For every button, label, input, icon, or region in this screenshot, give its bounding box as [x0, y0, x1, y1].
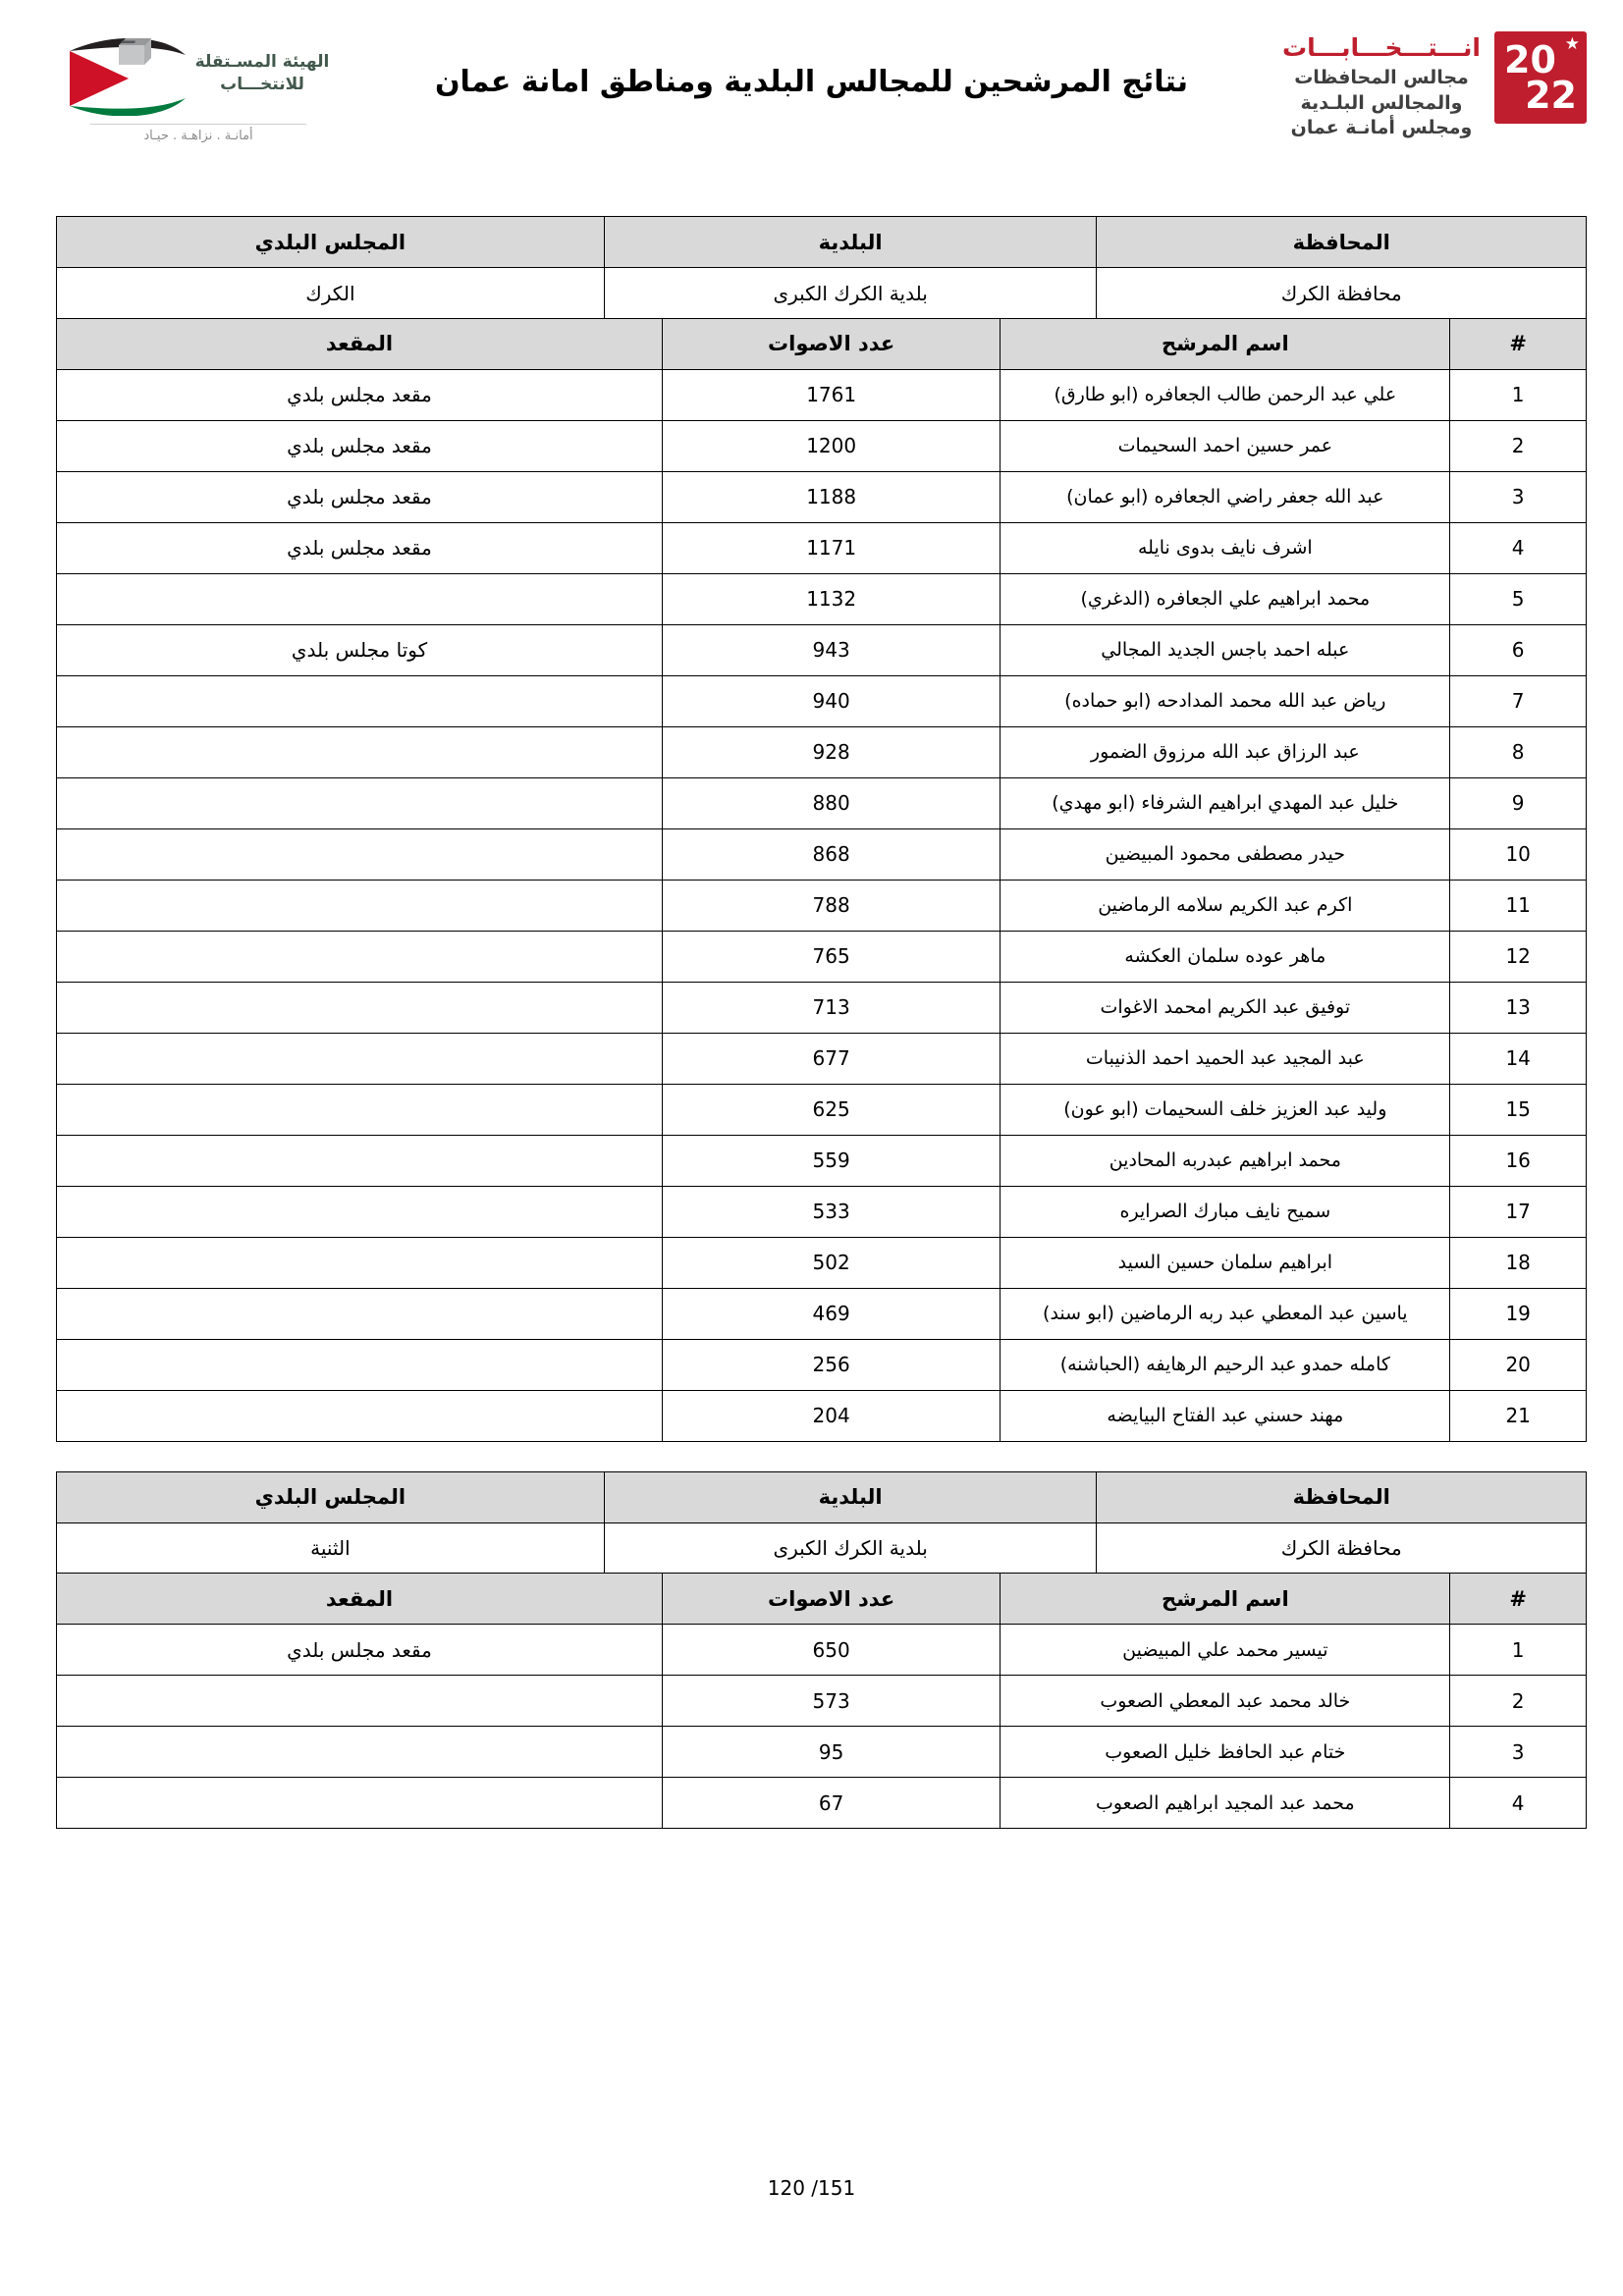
candidate-votes: 788	[662, 880, 1000, 931]
candidate-votes: 625	[662, 1084, 1000, 1135]
candidate-votes: 940	[662, 675, 1000, 726]
candidate-row	[57, 1186, 1587, 1237]
candidate-name: خالد محمد عبد المعطي الصعوب	[1001, 1676, 1450, 1727]
election-brand	[1282, 31, 1587, 141]
candidate-seat: كوتا مجلس بلدي	[57, 624, 663, 675]
candidate-row	[57, 573, 1587, 624]
candidate-rank: 4	[1450, 522, 1587, 573]
candidate-rank: 7	[1450, 675, 1587, 726]
results-table	[56, 1573, 1587, 1829]
votes-col-header: عدد الاصوات	[662, 318, 1000, 369]
candidate-seat	[57, 828, 663, 880]
candidate-row	[57, 982, 1587, 1033]
candidate-name: كامله حمدو عبد الرحيم الرهايفه (الحباشنه)	[1001, 1339, 1450, 1390]
candidate-row	[57, 726, 1587, 777]
tables-host	[56, 216, 1587, 1829]
candidate-rank: 5	[1450, 573, 1587, 624]
governorate-value: محافظة الكرك	[1097, 268, 1587, 319]
candidate-votes: 650	[662, 1625, 1000, 1676]
candidate-seat	[57, 777, 663, 828]
candidate-name: عبد الرزاق عبد الله مرزوق الضمور	[1001, 726, 1450, 777]
candidate-rank: 21	[1450, 1390, 1587, 1441]
candidate-row	[57, 1033, 1587, 1084]
candidate-row	[57, 880, 1587, 931]
meta-value-row	[57, 1522, 1587, 1574]
candidate-row	[57, 420, 1587, 471]
candidate-row	[57, 522, 1587, 573]
candidate-rank: 8	[1450, 726, 1587, 777]
candidate-row	[57, 624, 1587, 675]
candidate-row	[57, 675, 1587, 726]
candidate-name: محمد ابراهيم علي الجعافره (الدغري)	[1001, 573, 1450, 624]
candidate-rank: 4	[1450, 1778, 1587, 1829]
candidate-seat	[57, 1339, 663, 1390]
candidate-seat	[57, 1778, 663, 1829]
candidate-row	[57, 1390, 1587, 1441]
candidate-row	[57, 471, 1587, 522]
municipality-value: بلدية الكرك الكبرى	[604, 1522, 1097, 1574]
candidate-votes: 1188	[662, 471, 1000, 522]
page-number: 120 /151	[767, 2176, 856, 2200]
candidate-seat	[57, 1186, 663, 1237]
results-body	[57, 1625, 1587, 1829]
candidate-seat	[57, 880, 663, 931]
candidate-row	[57, 1084, 1587, 1135]
council-header: المجلس البلدي	[57, 217, 605, 268]
candidate-name: عبد المجيد عبد الحميد احمد الذنيبات	[1001, 1033, 1450, 1084]
candidate-rank: 14	[1450, 1033, 1587, 1084]
candidate-row	[57, 777, 1587, 828]
candidate-seat	[57, 1676, 663, 1727]
columns-header-row	[57, 318, 1587, 369]
brand-line-3: ومجلس أمانـة عمان	[1290, 117, 1473, 139]
candidate-votes: 1200	[662, 420, 1000, 471]
seat-col-header: المقعد	[57, 318, 663, 369]
candidate-row	[57, 1135, 1587, 1186]
candidate-seat: مقعد مجلس بلدي	[57, 471, 663, 522]
candidate-name: وليد عبد العزيز خلف السحيمات (ابو عون)	[1001, 1084, 1450, 1135]
candidate-votes: 928	[662, 726, 1000, 777]
candidate-name: سميح نايف مبارك الصرايره	[1001, 1186, 1450, 1237]
candidate-rank: 15	[1450, 1084, 1587, 1135]
candidate-rank: 17	[1450, 1186, 1587, 1237]
council-value: الثنية	[57, 1522, 605, 1574]
page-title: نتائج المرشحين للمجالس البلدية ومناطق امانة عمان	[434, 65, 1189, 99]
candidate-votes: 943	[662, 624, 1000, 675]
candidate-votes: 868	[662, 828, 1000, 880]
candidate-votes: 469	[662, 1288, 1000, 1339]
elections-word: انـــتـــخـــابـــات	[1281, 33, 1481, 62]
candidate-seat: مقعد مجلس بلدي	[57, 1625, 663, 1676]
candidate-name: عمر حسين احمد السحيمات	[1001, 420, 1450, 471]
candidate-seat	[57, 1084, 663, 1135]
meta-value-row	[57, 268, 1587, 319]
candidate-votes: 67	[662, 1778, 1000, 1829]
candidate-name: محمد ابراهيم عبدربه المحادين	[1001, 1135, 1450, 1186]
candidate-rank: 2	[1450, 420, 1587, 471]
candidate-votes: 533	[662, 1186, 1000, 1237]
candidate-votes: 1171	[662, 522, 1000, 573]
candidate-rank: 9	[1450, 777, 1587, 828]
candidate-votes: 1132	[662, 573, 1000, 624]
candidate-name: توفيق عبد الكريم امحمد الاغوات	[1001, 982, 1450, 1033]
results-table	[56, 318, 1587, 1442]
candidate-seat	[57, 1135, 663, 1186]
candidate-name: عبله احمد باجس الجديد المجالي	[1001, 624, 1450, 675]
candidate-seat	[57, 675, 663, 726]
num-col-header: #	[1450, 1574, 1587, 1625]
candidate-seat: مقعد مجلس بلدي	[57, 522, 663, 573]
candidate-votes: 559	[662, 1135, 1000, 1186]
council-value: الكرك	[57, 268, 605, 319]
iec-org-line-2: للانتخـــاب	[220, 75, 304, 94]
candidate-seat: مقعد مجلس بلدي	[57, 420, 663, 471]
municipality-header: البلدية	[604, 217, 1097, 268]
municipality-header: البلدية	[604, 1471, 1097, 1522]
candidate-seat	[57, 1237, 663, 1288]
candidate-row	[57, 1727, 1587, 1778]
candidate-votes: 502	[662, 1237, 1000, 1288]
candidate-votes: 765	[662, 931, 1000, 982]
year-bottom: 22	[1525, 74, 1577, 117]
iec-logo	[56, 31, 341, 143]
candidate-seat	[57, 931, 663, 982]
candidate-seat	[57, 1033, 663, 1084]
candidate-name: علي عبد الرحمن طالب الجعافره (ابو طارق)	[1001, 369, 1450, 420]
brand-line-1: مجالس المحافظات	[1294, 67, 1469, 88]
columns-header-row	[57, 1574, 1587, 1625]
candidate-rank: 20	[1450, 1339, 1587, 1390]
council-header: المجلس البلدي	[57, 1471, 605, 1522]
iec-org-name	[195, 51, 330, 96]
candidate-votes: 677	[662, 1033, 1000, 1084]
candidate-row	[57, 1339, 1587, 1390]
meta-table	[56, 1471, 1587, 1575]
governorate-header: المحافظة	[1097, 1471, 1587, 1522]
candidate-name: ابراهيم سلمان حسين السيد	[1001, 1237, 1450, 1288]
num-col-header: #	[1450, 318, 1587, 369]
candidate-name: خليل عبد المهدي ابراهيم الشرفاء (ابو مهدي)	[1001, 777, 1450, 828]
candidate-name: مهند حسني عبد الفتاح البيايضه	[1001, 1390, 1450, 1441]
candidate-rank: 18	[1450, 1237, 1587, 1288]
candidate-name: ياسين عبد المعطي عبد ربه الرماضين (ابو سند)	[1001, 1288, 1450, 1339]
candidate-votes: 204	[662, 1390, 1000, 1441]
candidate-row	[57, 1288, 1587, 1339]
election-brand-text	[1282, 31, 1481, 141]
candidate-name: حيدر مصطفى محمود المبيضين	[1001, 828, 1450, 880]
candidate-name: ماهر عوده سلمان العكشه	[1001, 931, 1450, 982]
candidate-name: تيسير محمد علي المبيضين	[1001, 1625, 1450, 1676]
star-icon: ★	[1564, 34, 1580, 54]
candidate-name: اكرم عبد الكريم سلامه الرماضين	[1001, 880, 1450, 931]
candidate-seat	[57, 1288, 663, 1339]
ballot-box-icon	[119, 38, 151, 65]
candidate-votes: 880	[662, 777, 1000, 828]
governorate-value: محافظة الكرك	[1097, 1522, 1587, 1574]
governorate-header: المحافظة	[1097, 217, 1587, 268]
candidate-name: عبد الله جعفر راضي الجعافره (ابو عمان)	[1001, 471, 1450, 522]
candidate-row	[57, 1778, 1587, 1829]
candidate-seat: مقعد مجلس بلدي	[57, 369, 663, 420]
results-table-block	[56, 216, 1587, 1442]
candidate-votes: 1761	[662, 369, 1000, 420]
candidate-rank: 11	[1450, 880, 1587, 931]
candidate-row	[57, 1625, 1587, 1676]
candidate-rank: 16	[1450, 1135, 1587, 1186]
candidate-rank: 3	[1450, 471, 1587, 522]
candidate-rank: 13	[1450, 982, 1587, 1033]
candidate-votes: 256	[662, 1339, 1000, 1390]
seat-col-header: المقعد	[57, 1574, 663, 1625]
meta-header-row	[57, 217, 1587, 268]
candidate-row	[57, 931, 1587, 982]
iec-logo-top	[68, 31, 330, 116]
results-body	[57, 369, 1587, 1441]
candidate-row	[57, 1676, 1587, 1727]
candidate-seat	[57, 726, 663, 777]
candidate-seat	[57, 982, 663, 1033]
candidate-seat	[57, 1727, 663, 1778]
candidate-votes: 95	[662, 1727, 1000, 1778]
candidate-row	[57, 1237, 1587, 1288]
candidate-seat	[57, 573, 663, 624]
candidate-rank: 1	[1450, 369, 1587, 420]
candidate-rank: 19	[1450, 1288, 1587, 1339]
name-col-header: اسم المرشح	[1001, 1574, 1450, 1625]
candidate-seat	[57, 1390, 663, 1441]
candidate-name: اشرف نايف بدوى نايله	[1001, 522, 1450, 573]
candidate-rank: 10	[1450, 828, 1587, 880]
candidate-name: محمد عبد المجيد ابراهيم الصعوب	[1001, 1778, 1450, 1829]
candidate-rank: 1	[1450, 1625, 1587, 1676]
candidate-votes: 713	[662, 982, 1000, 1033]
brand-line-2: والمجالس البلـدية	[1300, 91, 1463, 114]
election-2022-logo	[1494, 31, 1587, 124]
meta-table	[56, 216, 1587, 319]
iec-flag-icon	[68, 31, 188, 116]
page-header	[56, 31, 1587, 188]
candidate-rank: 2	[1450, 1676, 1587, 1727]
candidate-rank: 6	[1450, 624, 1587, 675]
candidate-row	[57, 369, 1587, 420]
iec-org-line-1: الهيئة المسـتقلة	[194, 52, 330, 73]
candidate-name: رياض عبد الله محمد المدادحه (ابو حماده)	[1001, 675, 1450, 726]
name-col-header: اسم المرشح	[1001, 318, 1450, 369]
candidate-rank: 12	[1450, 931, 1587, 982]
candidate-row	[57, 828, 1587, 880]
iec-tagline: أمانـة . نزاهـة . حيـاد	[90, 124, 306, 143]
meta-header-row	[57, 1471, 1587, 1522]
year-top: 20	[1504, 37, 1556, 81]
candidate-votes: 573	[662, 1676, 1000, 1727]
results-table-block	[56, 1471, 1587, 1830]
municipality-value: بلدية الكرك الكبرى	[604, 268, 1097, 319]
candidate-rank: 3	[1450, 1727, 1587, 1778]
votes-col-header: عدد الاصوات	[662, 1574, 1000, 1625]
candidate-name: ختام عبد الحافظ خليل الصعوب	[1001, 1727, 1450, 1778]
